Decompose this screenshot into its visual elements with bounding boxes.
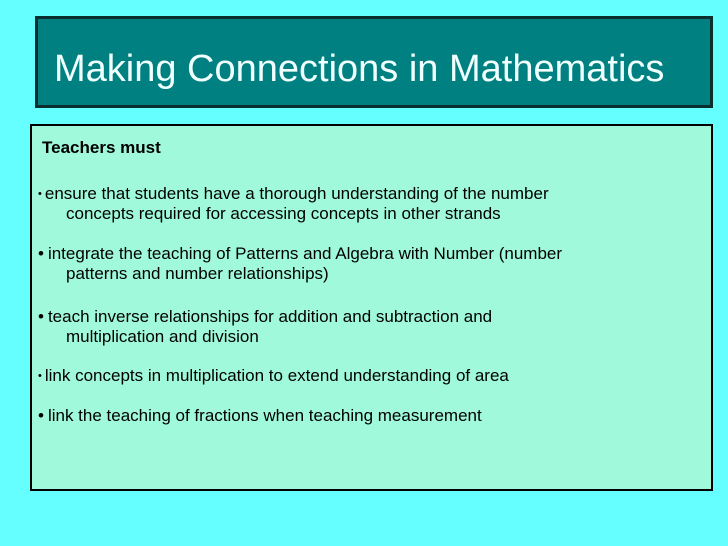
title-box — [35, 16, 713, 108]
bullet-item — [38, 366, 698, 386]
bullet-icon: • — [38, 307, 44, 326]
bullet-icon: • — [38, 244, 44, 263]
bullet-text: integrate the teaching of Patterns and Algebra with Number (number — [47, 244, 563, 263]
content-box — [30, 124, 713, 491]
bullet-text: link concepts in multiplication to extend understanding of area — [44, 366, 509, 385]
bullet-icon: • — [38, 188, 42, 200]
bullet-item — [38, 184, 698, 224]
bullet-item — [38, 307, 698, 347]
bullet-text: teach inverse relationships for addition and subtraction and — [47, 307, 493, 326]
bullet-text-continued: patterns and number relationships) — [66, 264, 329, 283]
bullet-item — [38, 244, 698, 284]
bullet-item — [38, 406, 698, 426]
bullet-icon: • — [38, 406, 44, 425]
bullet-text-continued: multiplication and division — [66, 327, 259, 346]
bullet-icon: • — [38, 370, 42, 382]
bullet-text: link the teaching of fractions when teaching measurement — [47, 406, 482, 425]
intro-text: Teachers must — [42, 138, 161, 157]
bullet-text-continued: concepts required for accessing concepts in other strands — [66, 204, 501, 223]
slide-title: Making Connections in Mathematics — [54, 48, 665, 90]
bullet-text: ensure that students have a thorough understanding of the number — [44, 184, 549, 203]
